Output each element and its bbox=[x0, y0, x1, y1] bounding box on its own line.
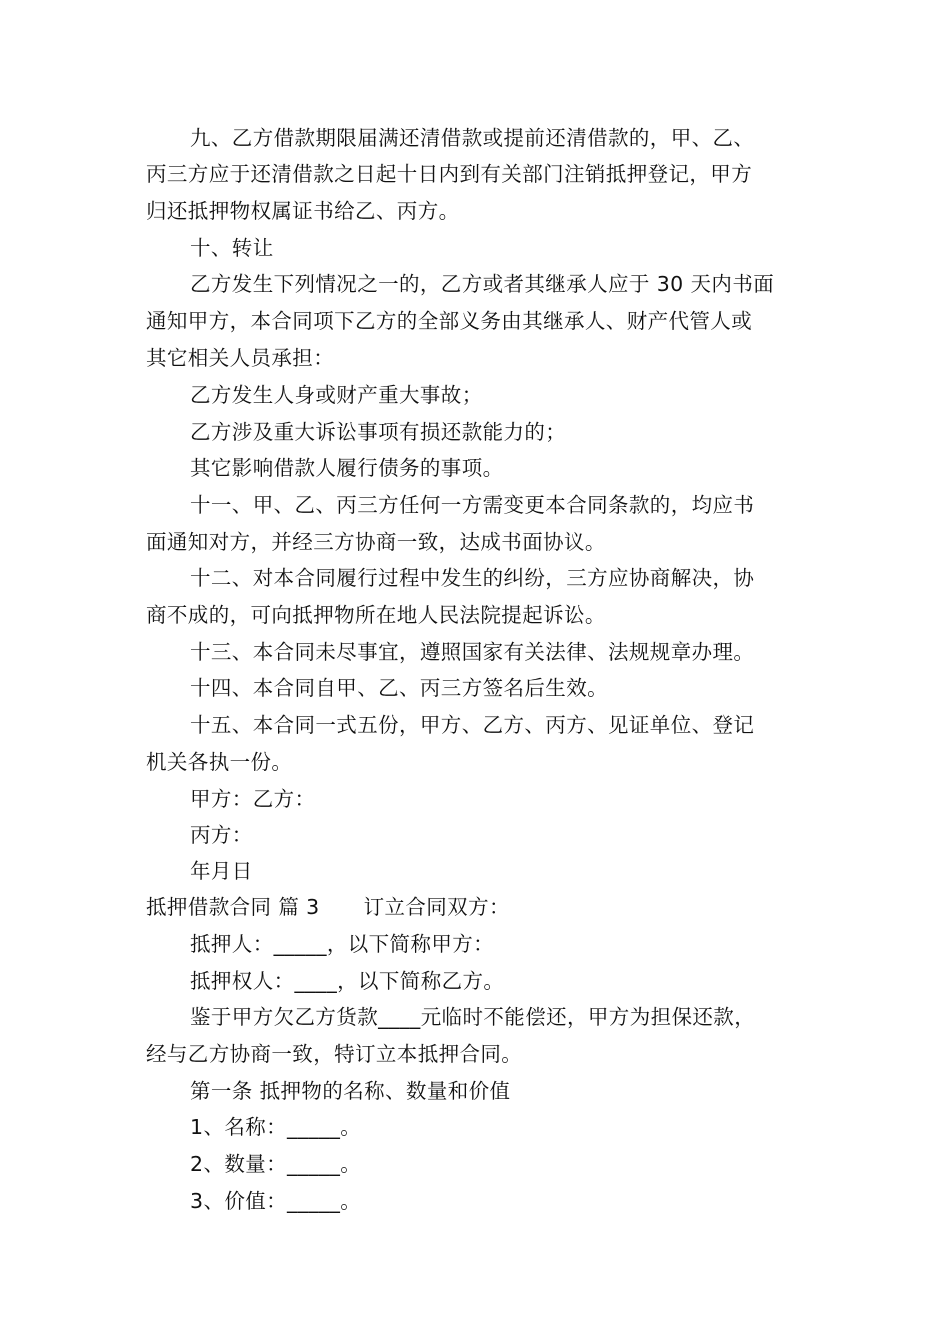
list-item: 3、价值：_____。 bbox=[190, 1189, 362, 1213]
paragraph-line: 鉴于甲方欠乙方货款____元临时不能偿还，甲方为担保还款， bbox=[190, 1005, 756, 1029]
paragraph-line: 通知甲方，本合同项下乙方的全部义务由其继承人、财产代管人或 bbox=[146, 309, 753, 333]
paragraph-line: 抵押人：_____，以下简称甲方： bbox=[190, 932, 495, 956]
paragraph-line: 抵押权人：____，以下简称乙方。 bbox=[190, 969, 505, 993]
paragraph-line: 十二、对本合同履行过程中发生的纠纷，三方应协商解决，协 bbox=[190, 566, 755, 590]
paragraph-line: 机关各执一份。 bbox=[146, 750, 293, 774]
paragraph-line: 其它相关人员承担： bbox=[146, 346, 335, 370]
paragraph-line: 十四、本合同自甲、乙、丙三方签名后生效。 bbox=[190, 676, 608, 700]
list-item: 1、名称：_____。 bbox=[190, 1115, 362, 1139]
paragraph-line: 九、乙方借款期限届满还清借款或提前还清借款的，甲、乙、 bbox=[190, 126, 755, 150]
paragraph-line: 归还抵押物权属证书给乙、丙方。 bbox=[146, 199, 460, 223]
date-line: 年月日 bbox=[190, 859, 253, 883]
paragraph-line: 商不成的，可向抵押物所在地人民法院提起诉讼。 bbox=[146, 603, 606, 627]
document-title: 抵押借款合同 篇 3 bbox=[146, 895, 320, 919]
list-item: 乙方发生人身或财产重大事故； bbox=[190, 383, 483, 407]
article-heading: 第一条 抵押物的名称、数量和价值 bbox=[190, 1079, 511, 1103]
signature-line: 甲方：乙方： bbox=[190, 787, 316, 811]
list-item: 其它影响借款人履行债务的事项。 bbox=[190, 456, 504, 480]
paragraph-line: 十五、本合同一式五份，甲方、乙方、丙方、见证单位、登记 bbox=[190, 713, 755, 737]
paragraph-line: 经与乙方协商一致，特订立本抵押合同。 bbox=[146, 1042, 523, 1066]
parties-label: 订立合同双方： bbox=[363, 895, 510, 919]
paragraph-line: 十一、甲、乙、丙三方任何一方需变更本合同条款的，均应书 bbox=[190, 493, 755, 517]
list-item: 2、数量：_____。 bbox=[190, 1152, 362, 1176]
paragraph-line: 乙方发生下列情况之一的，乙方或者其继承人应于 30 天内书面 bbox=[190, 272, 775, 296]
paragraph-line: 面通知对方，并经三方协商一致，达成书面协议。 bbox=[146, 530, 606, 554]
signature-line: 丙方： bbox=[190, 823, 253, 847]
section-heading: 十、转让 bbox=[190, 236, 274, 260]
paragraph-line: 十三、本合同未尽事宜，遵照国家有关法律、法规规章办理。 bbox=[190, 640, 755, 664]
paragraph-line: 丙三方应于还清借款之日起十日内到有关部门注销抵押登记，甲方 bbox=[146, 162, 753, 186]
document-heading-line bbox=[146, 893, 510, 921]
list-item: 乙方涉及重大诉讼事项有损还款能力的； bbox=[190, 420, 567, 444]
